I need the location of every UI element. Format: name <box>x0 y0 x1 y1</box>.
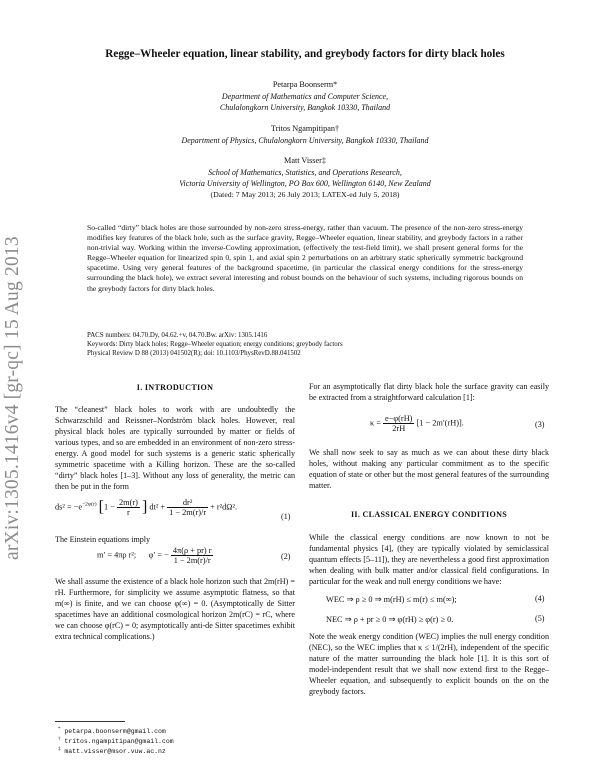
intro-paragraph: We shall assume the existence of a black hole horizon such that 2m(rH) = rH. Furthermore, for simplicity we assume asymptotic flatness, so that m(∞) is finite, and we can choose φ(∞) = 0. (Asymptotically de Sitter spacetimes have an additional cosmological horizon 2m(rC) = rC, where we can choose φ(rC) = 0; asymptotically anti-de Sitter spacetimes exhibit extra technical complications.) <box>55 577 295 641</box>
body-paragraph: For an asymptotically flat dirty black hole the surface gravity can easily be extracted from a straightforward calculation [1]: <box>309 382 549 402</box>
body-paragraph: We shall now seek to say as much as we can about these dirty black holes, without making any particular commitment as to the specific equation of state or other but the most general features of the surrounding matter. <box>309 448 549 490</box>
author-affiliation: Department of Mathematics and Computer Science, Chulalongkorn University, Bangkok 10330, Thailand <box>219 92 391 112</box>
author-name: Petarpa Boonserm* <box>272 80 338 89</box>
footnote: † tritos.ngampitipan@gmail.com <box>58 737 174 746</box>
author-affiliation: Department of Physics, Chulalongkorn University, Bangkok 10330, Thailand <box>181 136 429 145</box>
intro-paragraph: The “cleanest” black holes to work with are undoubtedly the Schwarzschild and Reissner–Nordström black holes. However, real physical black holes are typically surrounded by matter or fields of various types, and so are embedded in an environment of non-zero stress-energy. A good model for such systems is a generic static spherically symmetric spacetime with a Killing horizon. These are the so-called “dirty” black holes [1–3]. Without any loss of generality, the metric can then be put in the form <box>55 405 295 491</box>
equation-3: κ = $\frac{e-\varphi(rH)}{2rH}$ [1 − 2m′(rH)]. <box>370 414 464 433</box>
equation-1: $ds^2 = -e^{-2\varphi(r)}$ [1 − $\frac{2m(r)}{r}$ ] dt² + $\frac{\text{dr²}}{1 - 2m(r)/r}$ + r²dΩ². <box>55 498 238 517</box>
footnote-rule <box>55 721 125 722</box>
footnote: * petarpa.boonserm@gmail.com <box>58 727 166 736</box>
section-heading: II. CLASSICAL ENERGY CONDITIONS <box>350 510 508 519</box>
dated-line: (Dated: 7 May 2013; 26 July 2013; LATEX-ed July 5, 2018) <box>210 190 400 199</box>
paper-title: Regge–Wheeler equation, linear stability, and greybody factors for dirty black holes <box>105 48 505 60</box>
author-affiliation: School of Mathematics, Statistics, and Operations Research, Victoria University of Wellington, PO Box 600, Wellington 6140, New Zealand <box>179 168 431 188</box>
abstract: So-called “dirty” black holes are those surrounded by non-zero stress-energy, rather than vacuum. The presence of the non-zero stress-energy modifies key features of the black hole, such as the surface gravity, Regge–Wheeler equation, linear stability, and greybody factors in a rather non-trivial way. Working within the inverse-Cowling approximation, (effectively the test-field limit), we shall present general forms for the Regge–Wheeler equation for linearized spin 0, spin 1, and axial spin 2 perturbations on an arbitrary static spherically symmetric background spacetime. Using very general features of the background spacetime, (in particular the classical energy conditions for the stress-energy surrounding the black hole), we extract several interesting and robust bounds on the behaviour of such systems, including rigorous bounds on the greybody factors for dirty black holes. <box>87 223 523 293</box>
body-paragraph: Note the weak energy condition (WEC) implies the null energy condition (NEC), so the WEC implies that κ ≤ 1/(2rH), independent of the specific nature of the matter surrounding the black hole [1]. It is this sort of model-independent result that we shall now extend first to the Regge–Wheeler equation, and subsequently to explicit bounds on the on the greybody factors. <box>309 632 549 696</box>
equation-number: (5) <box>535 614 545 623</box>
journal-ref: Physical Review D 88 (2013) 041502(R); doi: 10.1103/PhysRevD.88.041502 <box>87 350 301 357</box>
pacs-numbers: PACS numbers: 04.70.Dy, 04.62.+v, 04.70.Bw. arXiv: 1305.1416 <box>87 332 268 339</box>
equation-5: NEC ⇒ ρ + pr ≥ 0 ⇒ φ(rH) ≥ φ(r) ≥ 0. <box>326 615 454 624</box>
keywords: Keywords: Dirty black holes; Regge–Wheeler equation; energy conditions; greybody factors <box>87 341 343 348</box>
intro-paragraph: The Einstein equations imply <box>55 535 151 544</box>
equation-number: (4) <box>535 594 545 603</box>
author-name: Tritos Ngampitipan† <box>270 124 340 133</box>
section-heading: I. INTRODUCTION <box>136 383 214 392</box>
equation-4: WEC ⇒ ρ ≥ 0 ⇒ m(rH) ≤ m(r) ≤ m(∞); <box>326 595 457 604</box>
equation-number: (2) <box>281 552 291 561</box>
arxiv-stamp: arXiv:1305.1416v4 [gr-qc] 15 Aug 2013 <box>2 236 23 560</box>
equation-number: (3) <box>535 420 545 429</box>
author-name: Matt Visser‡ <box>284 156 326 165</box>
equation-2: m′ = 4πρ r²; φ′ = − $\frac{4\pi(\rho + pr) r}{1 - 2m(r)/r}$ <box>97 546 212 565</box>
body-paragraph: While the classical energy conditions are now known to not be fundamental physics [4], (they are typically violated by semiclassical quantum effects [5–11]), they are nevertheless a good first approximation when dealing with bulk matter and/or classical field configurations. In particular for the weak and null energy conditions we have: <box>309 533 549 586</box>
equation-number: (1) <box>281 512 291 521</box>
footnote: ‡ matt.visser@msor.vuw.ac.nz <box>58 747 166 756</box>
